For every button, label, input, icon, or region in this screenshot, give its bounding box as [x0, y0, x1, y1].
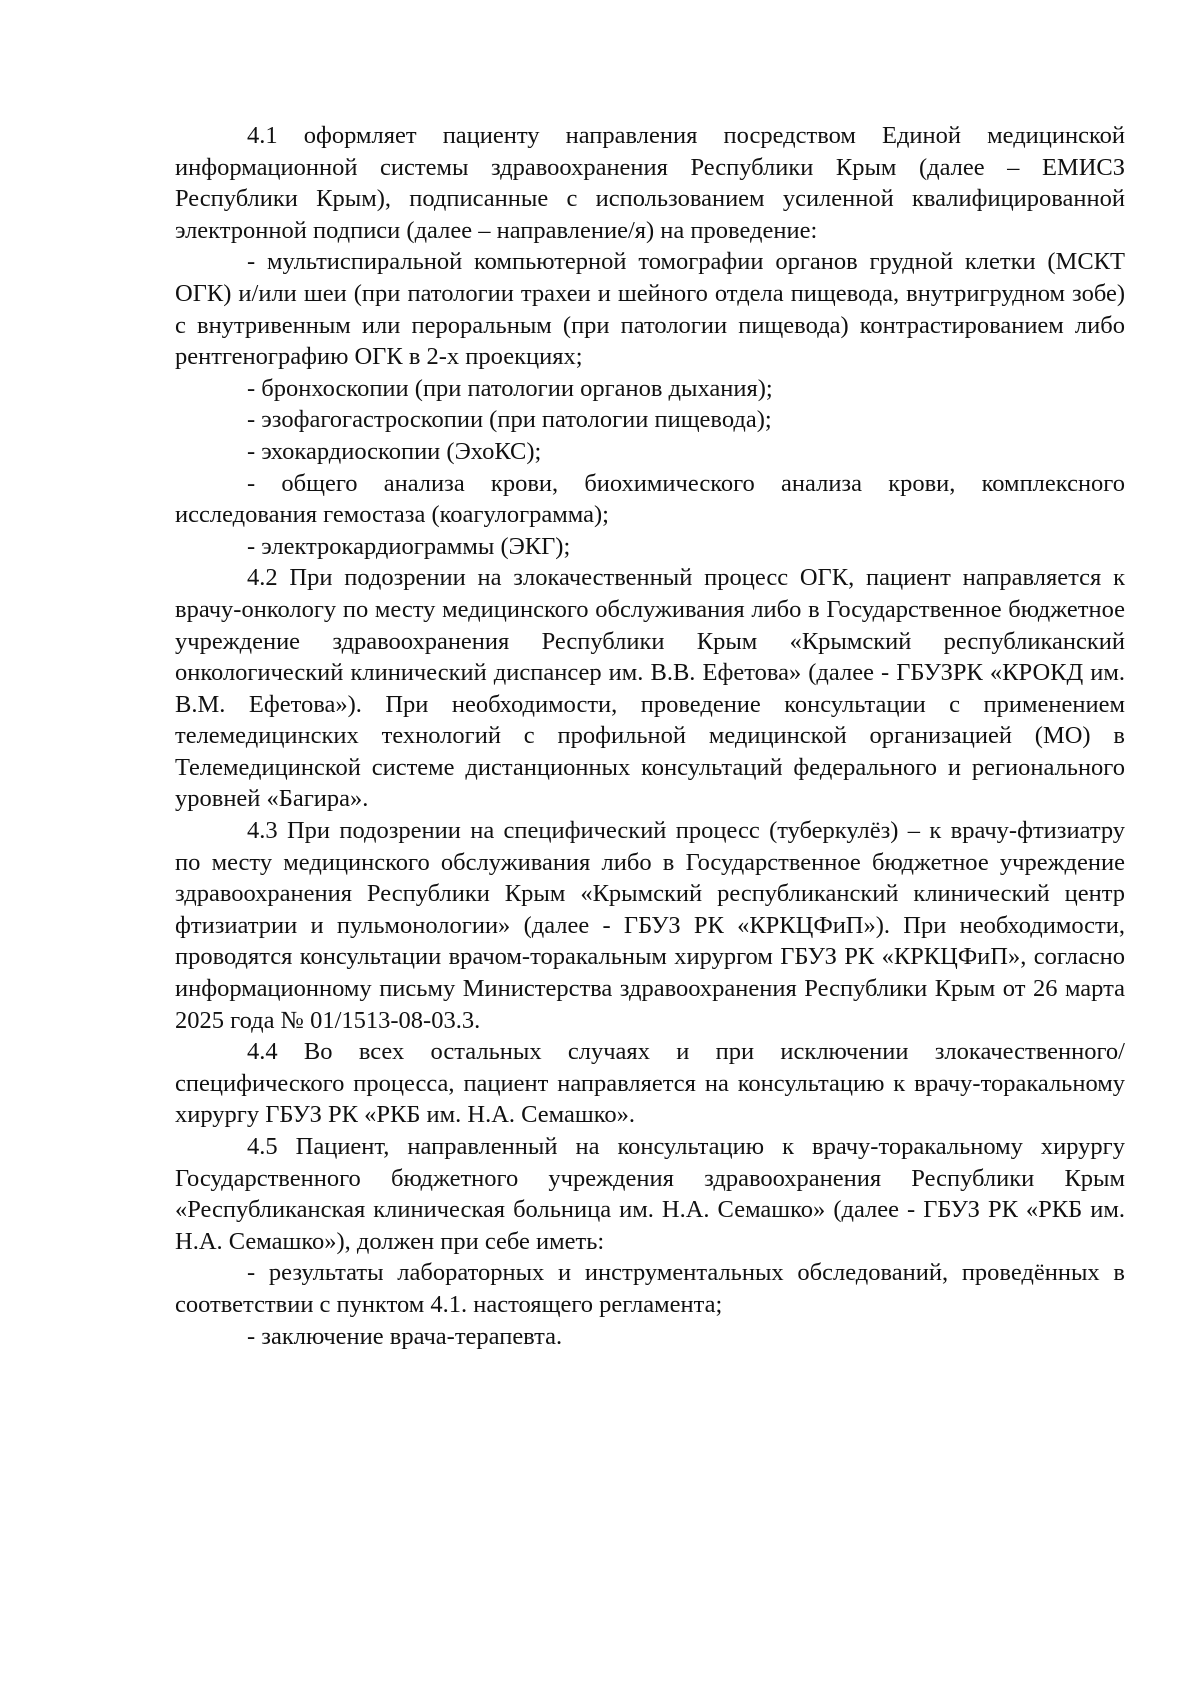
paragraph-4-1: 4.1 оформляет пациенту направления посредством Единой медицинской информационной системы здравоохранения Республики Крым (далее – ЕМИСЗ Республики Крым), подписанные с использованием усиленной квалифицированной электронной подписи (далее – направление/я) на проведение:: [175, 122, 1125, 244]
paragraph-4-2: 4.2 При подозрении на злокачественный процесс ОГК, пациент направляется к врачу-онкологу по месту медицинского обслуживания либо в Государственное бюджетное учреждение здравоохранения Республики Крым «Крымский республиканский онкологический клинический диспансер им. В.В. Ефетова» (далее - ГБУЗРК «КРОКД им. В.М. Ефетова»). При необходимости, проведение консультации с применением телемедицинских технологий с профильной медицинской организацией (МО) в Телемедицинской системе дистанционных консультаций федерального и регионального уровней «Багира».: [175, 564, 1125, 813]
document-page: [175, 120, 1125, 1352]
list-item-blood-tests: - общего анализа крови, биохимического анализа крови, комплексного исследования гемостаза (коагулограмма);: [175, 469, 1125, 529]
paragraph-4-5: 4.5 Пациент, направленный на консультацию к врачу-торакальному хирургу Государственного бюджетного учреждения здравоохранения Республики Крым «Республиканская клиническая больница им. Н.А. Семашко» (далее - ГБУЗ РК «РКБ им. Н.А. Семашко»), должен при себе иметь:: [175, 1133, 1125, 1255]
list-item-results: - результаты лабораторных и инструментальных обследований, проведённых в соответствии с пунктом 4.1. настоящего регламента;: [175, 1259, 1125, 1318]
list-item-ecg: - электрокардиограммы (ЭКГ);: [247, 532, 571, 560]
list-item-mskt: - мультиспиральной компьютерной томографии органов грудной клетки (МСКТ ОГК) и/или шеи (при патологии трахеи и шейного отдела пищевода, внутригрудном зобе) с внутривенным или пероральным (при патологии пищевода) контрастированием либо рентгенографию ОГК в 2-х проекциях;: [175, 248, 1125, 371]
list-item-echocardioscopy: - эхокардиоскопии (ЭхоКС);: [247, 437, 542, 465]
list-item-therapist-conclusion: - заключение врача-терапевта.: [247, 1322, 563, 1350]
paragraph-4-3: 4.3 При подозрении на специфический процесс (туберкулёз) – к врачу-фтизиатру по месту медицинского обслуживания либо в Государственное бюджетное учреждение здравоохранения Республики Крым «Крымский республиканский клинический центр фтизиатрии и пульмонологии» (далее - ГБУЗ РК «КРКЦФиП»). При необходимости, проводятся консультации врачом-торакальным хирургом ГБУЗ РК «КРКЦФиП», согласно информационному письму Министерства здравоохранения Республики Крым от 26 марта 2025 года № 01/1513-08-03.3.: [175, 817, 1125, 1034]
list-item-bronchoscopy: - бронхоскопии (при патологии органов дыхания);: [247, 374, 773, 402]
list-item-esophagogastroscopy: - эзофагогастроскопии (при патологии пищевода);: [247, 406, 772, 434]
paragraph-4-4: 4.4 Во всех остальных случаях и при исключении злокачественного/специфического процесса, пациент направляется на консультацию к врачу-торакальному хирургу ГБУЗ РК «РКБ им. Н.А. Семашко».: [175, 1038, 1125, 1129]
